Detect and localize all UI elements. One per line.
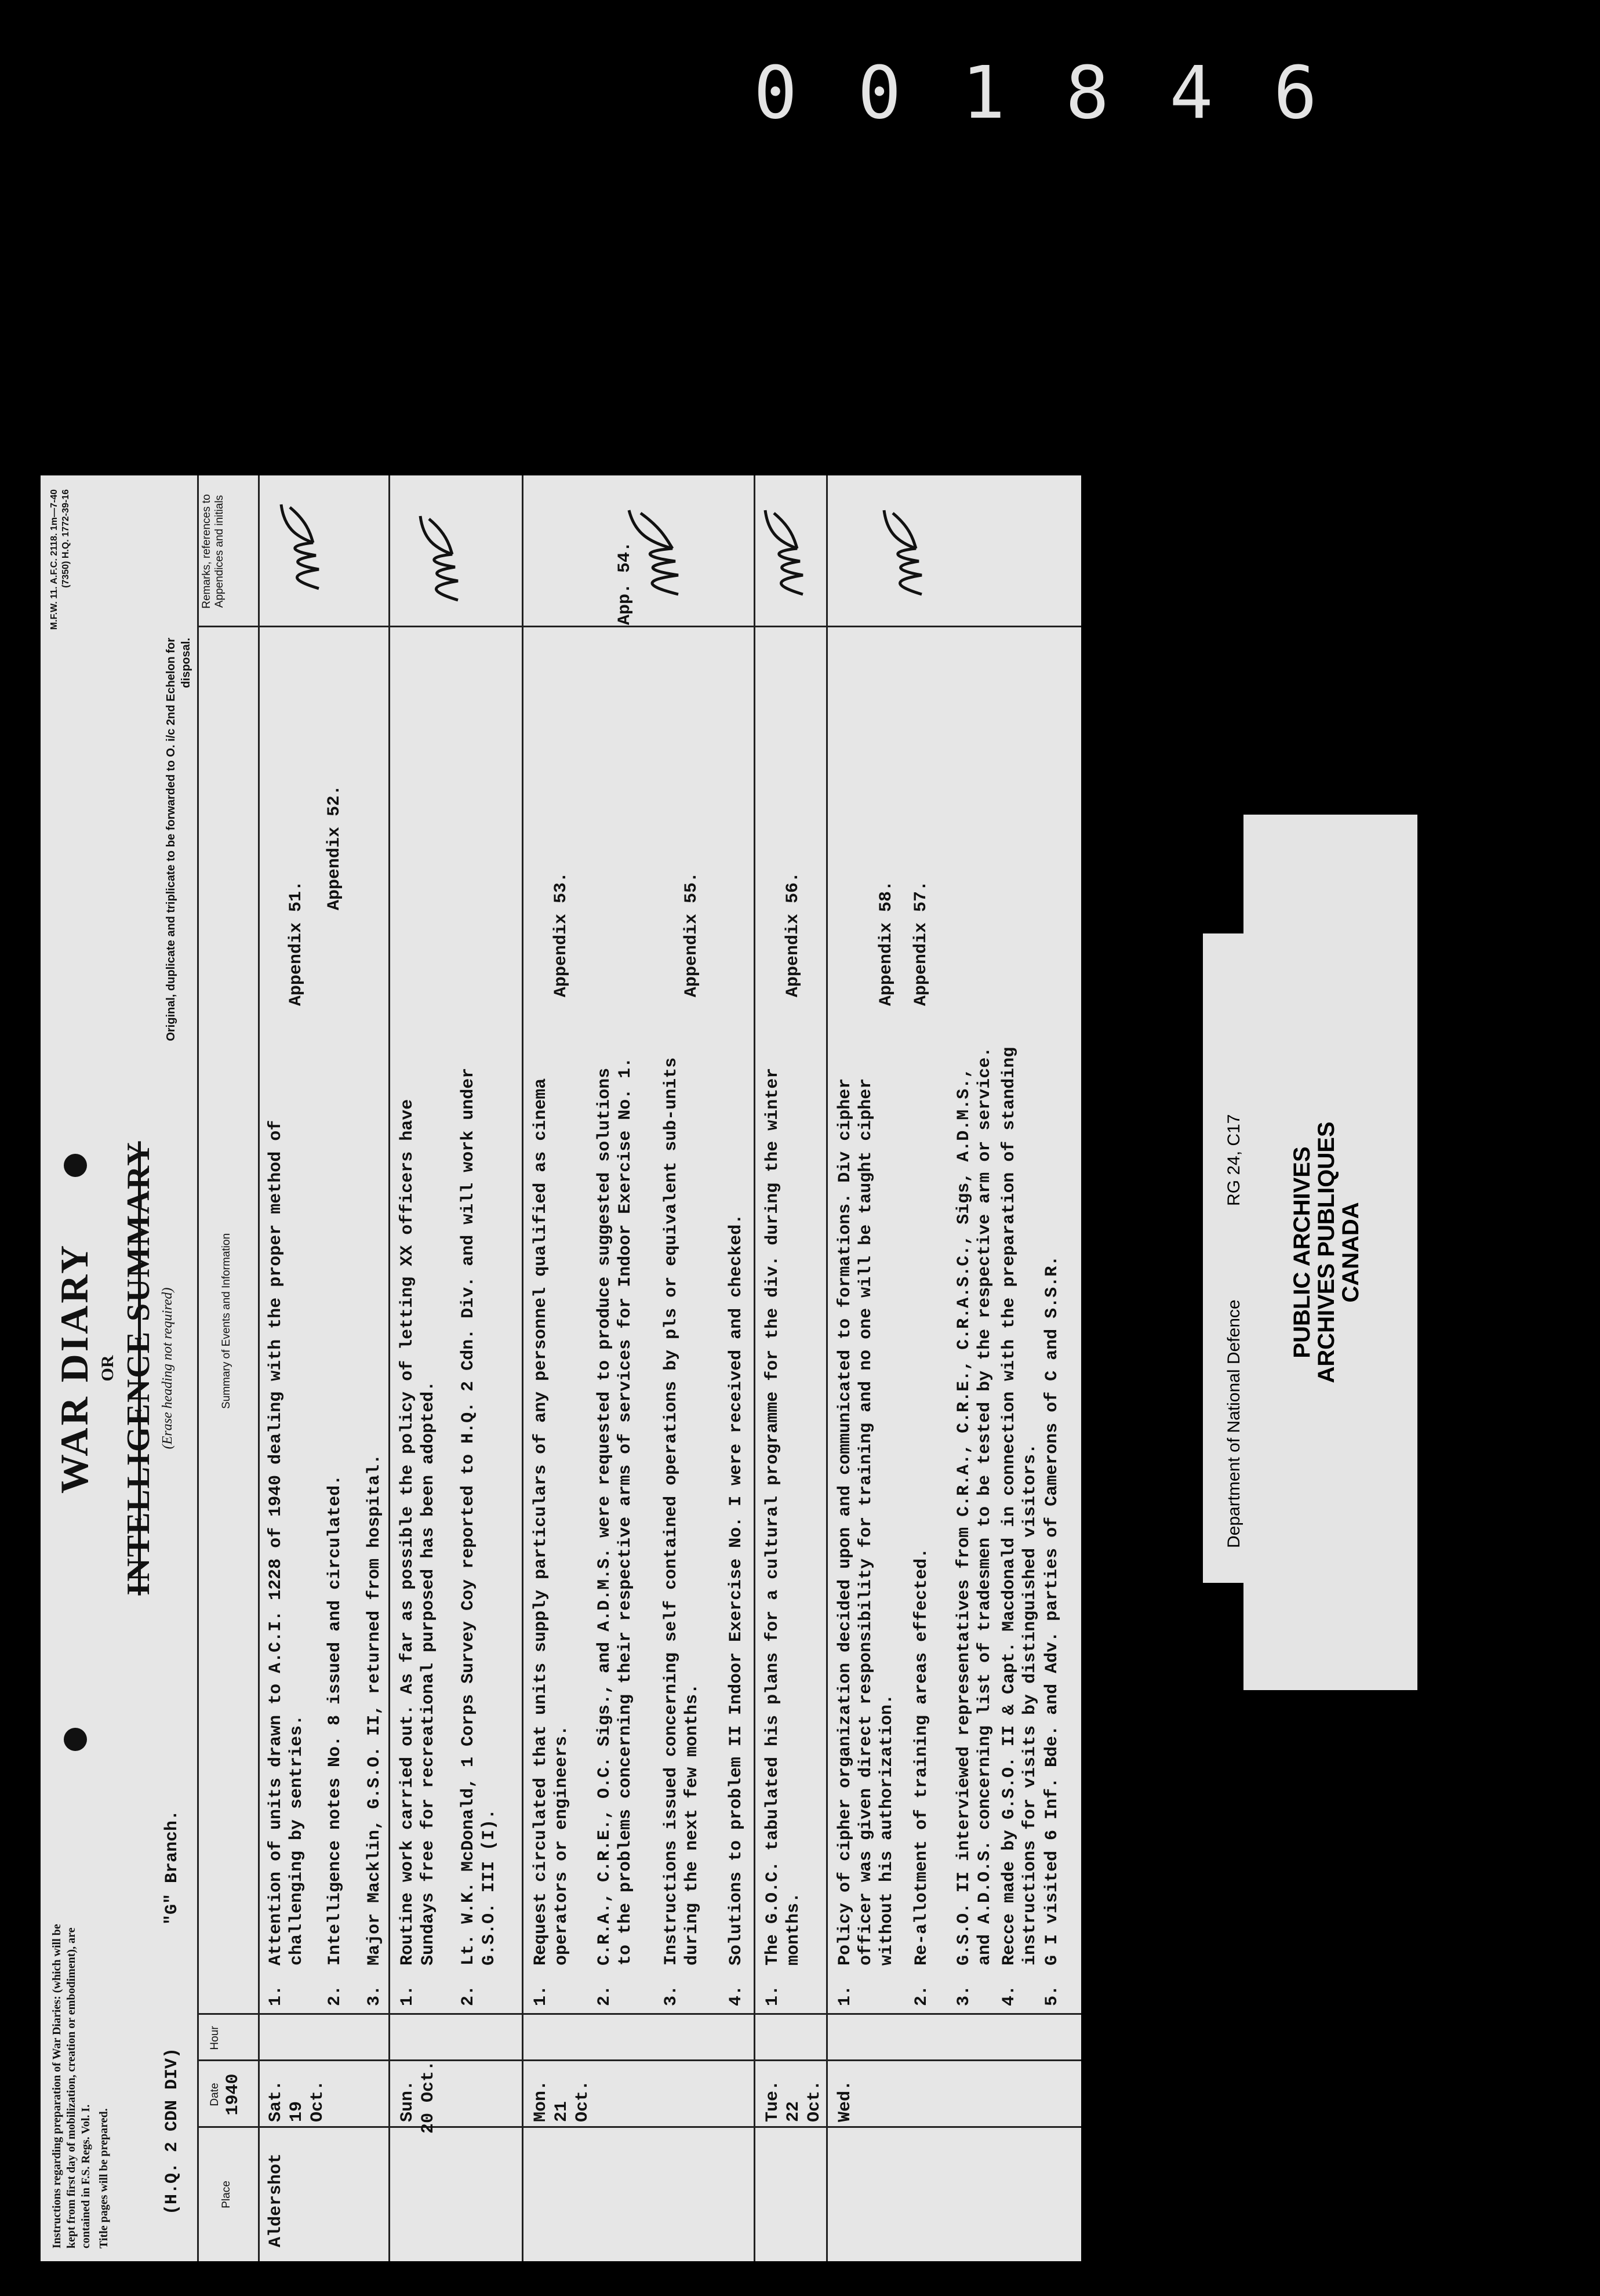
instructions-note [50,1924,111,2248]
archives-line-2: ARCHIVES PUBLIQUES [1314,1121,1339,1383]
entry-line: Intelligence notes No. 8 issued and circulated. [325,1474,345,1966]
appendix-ref: Appendix 58. [877,880,896,1006]
col-date [209,2061,245,2128]
entry-text [661,1058,703,1966]
entry-text [364,1454,385,1966]
frame-digit: 4 [1169,50,1218,135]
archives-line-1: PUBLIC ARCHIVES [1289,1146,1315,1358]
col-rule [197,2013,1081,2015]
entry-text [1042,1256,1063,1966]
entry-text [266,1120,307,1966]
unit-name: (H.Q. 2 CDN DIV) [162,2047,182,2215]
date-cell [266,2061,328,2122]
frame-digit: 0 [857,50,906,135]
entry-text [762,1068,804,1966]
table-top-rule [197,475,199,2261]
entry-line: Policy of cipher organization decided upon and communicated to formations. Div cipher [835,1078,855,1966]
entry-text [835,1078,897,1966]
initials-signature [762,504,814,597]
date-cell [762,2061,825,2122]
entry-line: challenging by sentries. [287,1714,307,1966]
entry-line: instructions for visits by distinguished visitors. [1020,1443,1040,1966]
entry-line: The G.O.C. tabulated his plans for a cultural programme for the div. during the winter [763,1067,783,1966]
entry-line: to the problems concerning their respective arms of services for Indoor Exercise No. 1. [616,1057,635,1966]
entry-text [726,1214,747,1966]
initials-signature [881,504,933,597]
row-rule [754,475,755,2261]
entry-line: and A.D.O.S. concerning list of tradesmen to be tested by the respective arm or service. [975,1047,995,1966]
title-war-diary: WAR DIARY [52,1243,96,1494]
date-day: Mon. [531,2080,551,2122]
appendix-ref: Appendix 51. [286,880,306,1006]
col-date-label: Date [209,2083,221,2106]
entry-number: 4. [999,1985,1019,2006]
appendix-ref: Appendix 56. [783,871,803,997]
date-month: Oct. [573,2080,592,2122]
place-cell: Aldershot [266,2153,286,2247]
entry-number: 2. [459,1985,478,2006]
date-cell [530,2061,593,2122]
entry-line: operators or engineers. [552,1725,572,1966]
date-num: 20 Oct. [419,2060,438,2134]
col-summary: Summary of Events and Information [220,1233,232,1409]
entry-number: 2. [912,1985,932,2006]
entry-number: 3. [954,1985,974,2006]
instructions-text: Instructions regarding preparation of War Diaries: (which will be kept from first day of mobilization, creation or embodiment), are contained in F.S. Regs. Vol. I. [50,1924,92,2248]
entry-text [530,1078,572,1966]
col-rule [197,2126,1081,2128]
entry-line: officer was given direct responsibility for training and no one will be taught cipher [856,1078,876,1966]
entry-line: without his authorization. [877,1694,897,1966]
appendix-ref: Appendix 57. [911,880,931,1006]
archives-line-3: CANADA [1338,1202,1363,1303]
frame-digit: 6 [1273,50,1322,135]
entry-line: Solutions to problem II Indoor Exercise No. I were received and checked. [726,1214,746,1966]
frame-digit: 1 [961,50,1010,135]
entry-line: Attention of units drawn to A.C.I. 1228 of 1940 dealing with the proper method of [266,1120,286,1966]
diary-sheet-frame [41,475,1081,2261]
entry-line: C.R.A., C.R.E., O.C. Sigs., and A.D.M.S. were requested to produce suggested solutions [595,1067,614,1966]
entry-number: 4. [726,1985,746,2006]
public-archives-card-inner [1243,815,1417,1690]
appendix-ref: Appendix 52. [325,784,344,910]
entry-line: G I visited 6 Inf. Bde. and Adv. parties of Camerons of C and S.S.R. [1042,1255,1062,1966]
entry-number: 2. [325,1985,345,2006]
entry-number: 1. [763,1985,783,2006]
bullet-left [64,1728,87,1751]
col-hour: Hour [209,2026,221,2050]
frame-number [754,50,1322,135]
form-reference: M.F.W. 11. A.F.C. 2118. 1m—7-40 (7350) H.Q. 1772-39-16 [49,489,71,630]
entry-line: Recce made by G.S.O. II & Capt. Macdonald in connection with the preparation of standing [999,1047,1019,1966]
entry-text [594,1058,636,1966]
col-remarks: Remarks, references to Appendices and initials [201,494,226,609]
frame-digit: 8 [1066,50,1114,135]
date-day: Wed. [835,2080,855,2122]
date-month: Oct. [308,2080,328,2122]
entry-line: Sundays free for recreational purposed has been adopted. [419,1380,438,1966]
date-cell [835,2061,856,2122]
entry-text [397,1099,439,1966]
entry-number: 5. [1042,1985,1062,2006]
initials-signature [626,504,690,597]
sheet-title [51,1067,176,1670]
initials-signature [417,510,470,603]
row-rule [826,475,828,2261]
title-pages-note: Title pages will be prepared. [97,2108,110,2248]
header-rule [258,475,260,2261]
entry-number: 1. [398,1985,417,2006]
entry-text [325,1475,346,1966]
entry-line: Instructions issued concerning self contained operations by pls or equivalent sub-units [661,1057,681,1966]
date-day: Tue. [763,2080,783,2122]
entry-line: G.S.O. III (I). [479,1808,499,1966]
entry-line: Major Macklin, G.S.O. II, returned from hospital. [365,1454,384,1966]
appendix-ref: App. 54. [615,541,635,625]
initials-signature [278,499,330,591]
entry-number: 1. [266,1985,286,2006]
date-day: Sat. [266,2080,286,2122]
record-group: RG 24, C17 [1224,1114,1243,1206]
entry-line: Lt. W.K. McDonald, 1 Corps Survey Coy reported to H.Q. 2 Cdn. Div. and will work under [459,1067,478,1966]
row-rule [522,475,523,2261]
entry-text [954,1047,995,1966]
title-or: OR [98,1355,117,1382]
appendix-ref: Appendix 53. [551,871,571,997]
frame-digit: 0 [754,50,802,135]
entry-number: 3. [365,1985,384,2006]
diary-table [197,475,1081,2261]
erase-note: (Erase heading not required) [160,1287,175,1449]
entry-line: months. [784,1892,803,1966]
entry-number: 1. [531,1985,551,2006]
public-archives-card [1243,815,1417,1690]
public-archives-stamp [1290,815,1363,1690]
entry-line: Routine work carried out. As far as possible the policy of letting XX officers have [398,1099,417,1966]
col-rule [197,626,1081,627]
entry-line: G.S.O. II interviewed representatives from C.R.A., C.R.E., C.R.A.S.C., Sigs, A.D.M.S., [954,1067,974,1966]
col-year: 1940 [223,2073,243,2116]
col-rule [197,2059,1081,2061]
entry-text [999,1047,1041,1966]
entry-number: 3. [661,1985,681,2006]
entry-number: 2. [595,1985,614,2006]
department-english: Department of National Defence [1224,1299,1243,1548]
date-num: 22 [784,2101,803,2122]
date-cell [397,2052,439,2134]
entry-line: Request circulated that units supply particulars of any personnel qualified as cinema [531,1078,551,1966]
date-month: Oct. [805,2080,824,2122]
date-day: Sun. [398,2080,417,2122]
date-num: 21 [552,2101,572,2122]
date-num: 19 [287,2101,307,2122]
appendix-ref: Appendix 55. [682,871,701,997]
entry-text [458,1068,500,1966]
title-intelligence-summary: INTELLIGENCE SUMMARY [121,1141,157,1596]
entry-line: during the next few months. [682,1683,702,1966]
row-rule [388,475,390,2261]
entry-number: 1. [835,1985,855,2006]
entry-text [911,1548,932,1966]
branch-name: "G" Branch. [162,1810,182,1925]
disposal-note: Original, duplicate and triplicate to be forwarded to O. i/c 2nd Echelon for disposal. [165,638,192,1041]
col-place: Place [220,2181,232,2208]
war-diary-sheet [41,475,1081,2261]
entry-line: Re-allotment of training areas effected. [912,1547,932,1966]
